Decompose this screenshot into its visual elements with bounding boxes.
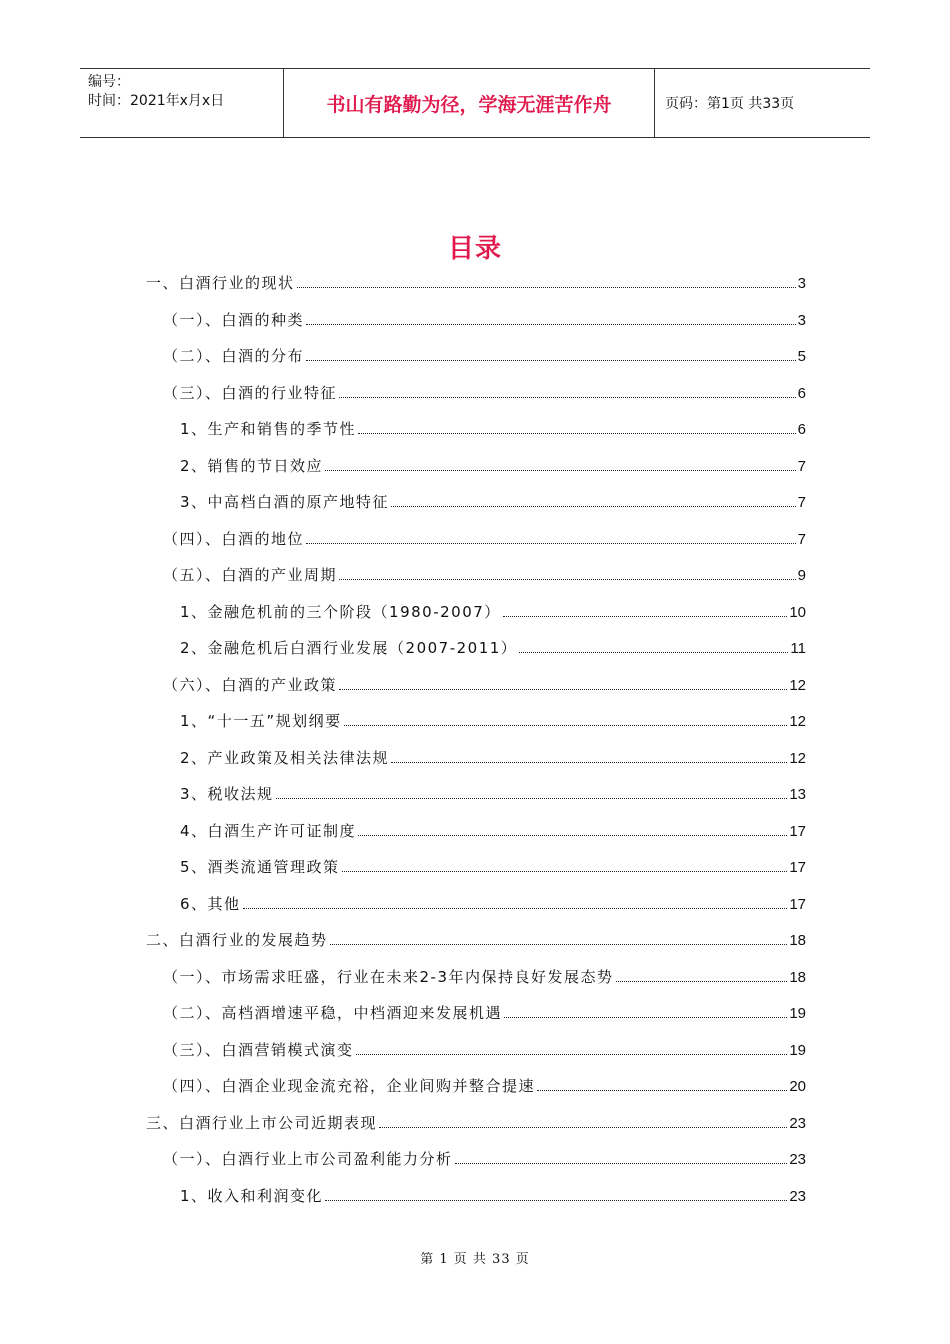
toc-entry-title: （二）、白酒的分布 xyxy=(163,347,305,365)
toc-leader-dots xyxy=(503,616,788,617)
toc-leader-dots xyxy=(325,1200,787,1201)
toc-entry[interactable] xyxy=(180,1185,806,1207)
toc-entry[interactable] xyxy=(180,820,806,842)
page-footer: 第 1 页 共 33 页 xyxy=(420,1252,530,1267)
toc-entry-title: （一）、市场需求旺盛，行业在未来2-3年内保持良好发展态势 xyxy=(163,967,614,986)
header-info xyxy=(80,69,284,137)
toc-entry-page: 7 xyxy=(797,457,806,475)
toc-leader-dots xyxy=(519,652,788,653)
header-motto: 书山有路勤为径，学海无涯苦作舟 xyxy=(284,69,655,137)
toc-leader-dots xyxy=(297,287,796,288)
toc-entry-title: 4、白酒生产许可证制度 xyxy=(180,821,357,840)
toc-leader-dots xyxy=(356,1054,788,1055)
toc-entry-title: 3、税收法规 xyxy=(180,785,274,803)
toc-leader-dots xyxy=(306,543,796,544)
date-label: 时间：2021年x月x日 xyxy=(88,93,225,109)
toc-entry-page: 3 xyxy=(797,311,806,329)
toc-entry-title: （一）、白酒的种类 xyxy=(163,310,305,329)
toc-entry-title: （四）、白酒企业现金流充裕，企业间购并整合提速 xyxy=(163,1077,536,1095)
toc-entry-title: （四）、白酒的地位 xyxy=(163,529,305,548)
toc-leader-dots xyxy=(358,835,787,836)
toc-entry-page: 12 xyxy=(789,749,806,767)
toc-entry[interactable] xyxy=(180,418,806,440)
toc-entry-page: 12 xyxy=(789,713,806,730)
toc-leader-dots xyxy=(344,725,788,726)
toc-leader-dots xyxy=(330,944,788,945)
toc-entry-page: 3 xyxy=(797,275,806,292)
toc-leader-dots xyxy=(339,689,787,690)
toc-entry[interactable] xyxy=(163,564,806,586)
toc-entry-title: 2、金融危机后白酒行业发展（2007-2011） xyxy=(180,639,518,657)
toc-entry[interactable] xyxy=(163,528,806,550)
toc-entry-page: 19 xyxy=(789,1005,806,1022)
toc-entry-page: 18 xyxy=(789,968,806,986)
toc-entry[interactable] xyxy=(163,1148,806,1170)
toc-entry[interactable] xyxy=(180,491,806,513)
toc-entry-title: 6、其他 xyxy=(180,894,241,913)
toc-entry-page: 23 xyxy=(789,1187,806,1205)
toc-leader-dots xyxy=(306,360,796,361)
toc-entry-title: （三）、白酒营销模式演变 xyxy=(163,1040,354,1059)
toc-leader-dots xyxy=(391,762,787,763)
toc-entry[interactable] xyxy=(180,783,806,805)
toc-entry[interactable] xyxy=(163,1002,806,1024)
toc-entry-page: 17 xyxy=(789,822,806,840)
toc-leader-dots xyxy=(306,324,796,325)
toc-leader-dots xyxy=(391,506,796,507)
toc-leader-dots xyxy=(537,1090,787,1091)
toc-entry[interactable] xyxy=(180,455,806,477)
toc-entry[interactable] xyxy=(146,272,806,294)
toc-entry-page: 6 xyxy=(797,384,806,402)
toc-entry-title: （六）、白酒的产业政策 xyxy=(163,675,338,694)
toc-entry[interactable] xyxy=(180,893,806,915)
toc-entry[interactable] xyxy=(163,1075,806,1097)
toc-entry-page: 19 xyxy=(789,1041,806,1059)
toc-entry-title: 2、销售的节日效应 xyxy=(180,456,324,475)
toc-entry-page: 12 xyxy=(789,676,806,694)
toc-entry-title: （五）、白酒的产业周期 xyxy=(163,566,338,584)
toc-entry-page: 13 xyxy=(789,786,806,803)
toc-entry-page: 18 xyxy=(789,932,806,949)
toc-entry[interactable] xyxy=(180,710,806,732)
toc-leader-dots xyxy=(339,579,796,580)
header-page-code: 页码：第1页 共33页 xyxy=(665,96,795,112)
toc-leader-dots xyxy=(342,871,788,872)
toc-entry[interactable] xyxy=(163,309,806,331)
toc-entry-page: 10 xyxy=(789,603,806,621)
toc-entry-title: 二、白酒行业的发展趋势 xyxy=(146,931,328,949)
toc-leader-dots xyxy=(455,1163,788,1164)
toc-entry-title: 1、收入和利润变化 xyxy=(180,1186,324,1205)
toc-entry[interactable] xyxy=(163,382,806,404)
toc-entry-page: 17 xyxy=(789,859,806,876)
toc-title: 目录 xyxy=(447,234,502,264)
toc-leader-dots xyxy=(325,470,796,471)
toc-entry[interactable] xyxy=(146,1112,806,1134)
toc-entry[interactable] xyxy=(146,929,806,951)
toc-entry[interactable] xyxy=(180,747,806,769)
toc-entry-title: 2、产业政策及相关法律法规 xyxy=(180,748,390,767)
toc-entry-page: 6 xyxy=(797,421,806,438)
toc-entry-page: 5 xyxy=(797,348,806,365)
toc-entry[interactable] xyxy=(163,966,806,988)
toc-entry[interactable] xyxy=(180,856,806,878)
toc-entry-title: 5、酒类流通管理政策 xyxy=(180,858,340,876)
toc-entry-page: 11 xyxy=(790,640,806,657)
header-table xyxy=(80,68,870,138)
toc-entry[interactable] xyxy=(180,637,806,659)
toc-entry-title: 一、白酒行业的现状 xyxy=(146,274,295,292)
toc-entry[interactable] xyxy=(163,674,806,696)
toc-entry[interactable] xyxy=(163,1039,806,1061)
toc-entry[interactable] xyxy=(180,601,806,623)
toc-entry-page: 20 xyxy=(789,1078,806,1095)
code-label: 编号： xyxy=(88,74,130,90)
toc-entry[interactable] xyxy=(163,345,806,367)
toc-leader-dots xyxy=(379,1127,787,1128)
toc-entry-title: （二）、高档酒增速平稳，中档酒迎来发展机遇 xyxy=(163,1004,503,1022)
toc-entry-title: （三）、白酒的行业特征 xyxy=(163,383,338,402)
toc-leader-dots xyxy=(358,433,796,434)
toc-entry-page: 23 xyxy=(789,1114,806,1132)
toc-leader-dots xyxy=(504,1017,787,1018)
toc-leader-dots xyxy=(616,981,788,982)
toc-leader-dots xyxy=(339,397,796,398)
toc-entry-page: 17 xyxy=(789,895,806,913)
toc-entry-title: 3、中高档白酒的原产地特征 xyxy=(180,493,390,511)
toc-entry-title: 1、生产和销售的季节性 xyxy=(180,420,357,438)
toc-entry-title: （一）、白酒行业上市公司盈利能力分析 xyxy=(163,1150,453,1168)
toc-entry-page: 23 xyxy=(789,1151,806,1168)
toc-entry-title: 三、白酒行业上市公司近期表现 xyxy=(146,1113,378,1132)
toc-leader-dots xyxy=(276,798,788,799)
toc-entry-title: 1、“十一五”规划纲要 xyxy=(180,712,342,730)
toc-entry-page: 9 xyxy=(797,567,806,584)
toc-leader-dots xyxy=(243,908,788,909)
toc-entry-page: 7 xyxy=(797,530,806,548)
toc-entry-title: 1、金融危机前的三个阶段（1980-2007） xyxy=(180,602,501,621)
toc-entry-page: 7 xyxy=(797,494,806,511)
